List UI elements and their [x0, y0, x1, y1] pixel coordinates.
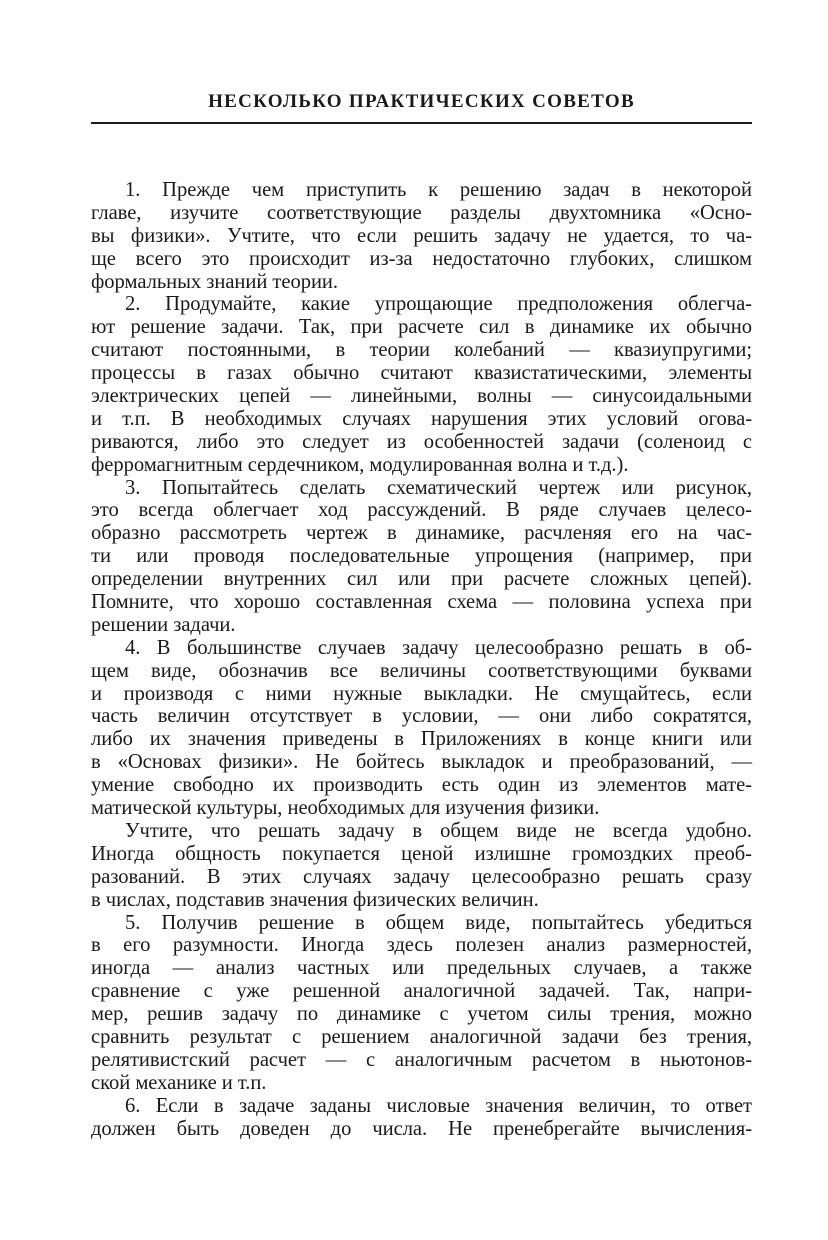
text-line: 4. В большинстве случаев задачу целесообразно решать в об-	[125, 636, 752, 659]
text-line: 1. Прежде чем приступить к решению задач в некоторой	[125, 179, 752, 201]
text-line: электрических цепей — линейными, волны — синусоидальными	[91, 385, 752, 408]
text-line: сравнение с уже решенной аналогичной задачей. Так, напри-	[91, 980, 752, 1003]
text-line: определении внутренних сил или при расчете сложных цепей).	[91, 568, 752, 591]
text-line: щем виде, обозначив все величины соответствующими буквами	[91, 659, 752, 682]
page-title: НЕСКОЛЬКО ПРАКТИЧЕСКИХ СОВЕТОВ	[208, 91, 635, 112]
text-line: Иногда общность покупается ценой излишне громоздких преоб-	[91, 842, 752, 865]
text-line: часть величин отсутствует в условии, — они либо сократятся,	[91, 705, 752, 728]
text-line: Учтите, что решать задачу в общем виде не всегда удобно.	[125, 819, 752, 842]
body-text	[91, 179, 752, 1140]
text-line: формальных знаний теории.	[91, 270, 338, 293]
text-line: релятивистский расчет — с аналогичным расчетом в ньютонов-	[91, 1048, 752, 1071]
text-line: это всегда облегчает ход рассуждений. В ряде случаев целесо-	[91, 499, 752, 522]
text-line: матической культуры, необходимых для изучения физики.	[91, 797, 600, 820]
text-line: разований. В этих случаях задачу целесообразно решать сразу	[91, 865, 752, 888]
text-line: решении задачи.	[91, 613, 236, 636]
text-line: Помните, что хорошо составленная схема — половина успеха при	[91, 591, 752, 614]
text-line: и производя с ними нужные выкладки. Не смущайтесь, если	[91, 682, 752, 705]
text-line: 5. Получив решение в общем виде, попытайтесь убедиться	[125, 911, 752, 934]
header-rule	[91, 122, 752, 124]
text-line: либо их значения приведены в Приложениях в конце книги или	[91, 728, 752, 751]
text-line: ферромагнитным сердечником, модулированная волна и т.д.).	[91, 453, 629, 476]
text-line: образно рассмотреть чертеж в динамике, расчленяя его на час-	[91, 522, 752, 545]
text-line: ти или проводя последовательные упрощения (например, при	[91, 545, 752, 568]
text-line: сравнить результат с решением аналогичной задачи без трения,	[91, 1025, 752, 1048]
text-line: умение свободно их производить есть один из элементов мате-	[91, 774, 752, 797]
text-line: иногда — анализ частных или предельных случаев, а также	[91, 957, 752, 980]
text-line: главе, изучите соответствующие разделы двухтомника «Осно-	[91, 201, 752, 224]
text-line: 6. Если в задаче заданы числовые значения величин, то ответ	[125, 1094, 752, 1117]
text-line: процессы в газах обычно считают квазистатическими, элементы	[91, 362, 752, 385]
page	[91, 0, 752, 1140]
text-line: вы физики». Учтите, что если решить задачу не удается, то ча-	[91, 224, 752, 247]
text-line: в «Основах физики». Не бойтесь выкладок и преобразований, —	[91, 751, 752, 774]
text-line: в его разумности. Иногда здесь полезен анализ размерностей,	[91, 934, 752, 957]
text-line: 2. Продумайте, какие упрощающие предположения облегча-	[125, 293, 752, 316]
text-line: ще всего это происходит из-за недостаточно глубоких, слишком	[91, 247, 752, 270]
text-line: должен быть доведен до числа. Не пренебрегайте вычисления-	[91, 1117, 752, 1140]
text-line: считают постоянными, в теории колебаний — квазиупругими;	[91, 339, 752, 362]
text-line: мер, решив задачу по динамике с учетом силы трения, можно	[91, 1003, 752, 1026]
text-line: риваются, либо это следует из особенностей задачи (соленоид с	[91, 430, 752, 453]
text-line: ют решение задачи. Так, при расчете сил в динамике их обычно	[91, 316, 752, 339]
text-line: 3. Попытайтесь сделать схематический чертеж или рисунок,	[125, 476, 752, 499]
text-line: и т.п. В необходимых случаях нарушения этих условий огова-	[91, 407, 752, 430]
text-line: ской механике и т.п.	[91, 1071, 267, 1094]
text-line: в числах, подставив значения физических величин.	[91, 888, 539, 911]
